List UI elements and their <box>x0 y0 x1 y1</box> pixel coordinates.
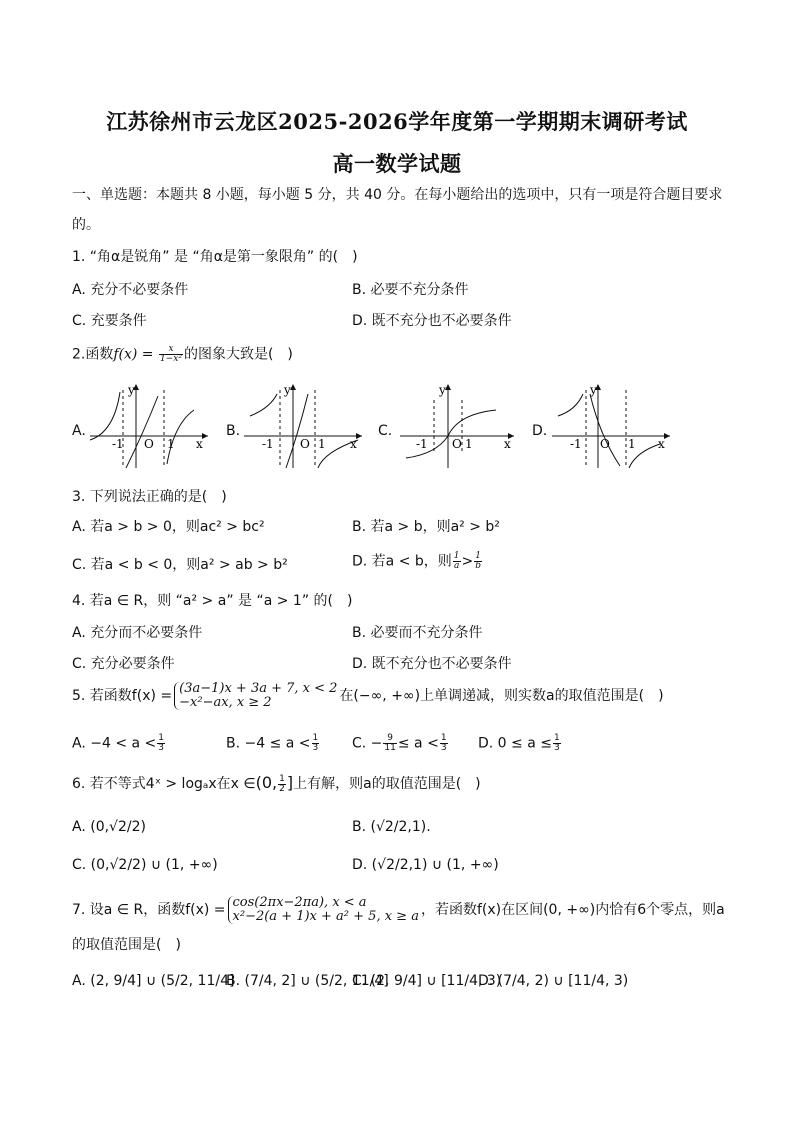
q2-label-c: C. <box>378 423 393 439</box>
q2-label-b: B. <box>226 423 241 439</box>
q4-stem: 4. 若a ∈ R，则 “a² > a” 是 “a > 1” 的( ) <box>72 593 353 609</box>
q1-option-b: B. 必要不充分条件 <box>352 282 469 298</box>
graph-a-origin: O <box>144 437 154 451</box>
graph-d-y: y <box>590 383 597 397</box>
q7-option-d: D. (7/4, 2) ∪ [11/4, 3) <box>478 973 629 989</box>
graph-c-neg1: -1 <box>416 437 428 451</box>
graph-d-x: x <box>658 437 665 451</box>
q5-stem: 5. 若函数f(x) = (3a−1)x + 3a + 7, x < 2 −x²−ax, x ≥ 2 在(−∞, +∞)上单调递减，则实数a的取值范围是( ) <box>72 681 664 710</box>
graph-a-one: 1 <box>167 437 175 451</box>
q6-option-b: B. (√2/2,1). <box>352 819 431 835</box>
exam-title: 江苏徐州市云龙区2025-2026学年度第一学期期末调研考试 <box>106 109 688 134</box>
q7-stem-cont: 的取值范围是( ) <box>72 937 181 953</box>
q7-option-a: A. (2, 9/4] ∪ (5/2, 11/4] <box>72 973 235 989</box>
graph-a-x: x <box>196 437 203 451</box>
q5-option-d: D. 0 ≤ a ≤ $\frac{1}{3}$ <box>478 733 560 753</box>
q2-graph-d <box>548 380 678 470</box>
q6-option-c: C. (0,√2/2) ∪ (1, +∞) <box>72 857 218 873</box>
graph-c-x: x <box>504 437 511 451</box>
q2-label-a: A. <box>72 423 86 439</box>
q3-option-b: B. 若a > b，则a² > b² <box>352 519 500 535</box>
graph-c-y: y <box>439 383 446 397</box>
q5-option-c: C. − $\frac{9}{11}$ ≤ a < $\frac{1}{3}$ <box>352 733 447 753</box>
q3-stem: 3. 下列说法正确的是( ) <box>72 489 227 505</box>
q1-option-a: A. 充分不必要条件 <box>72 282 189 298</box>
q1-option-c: C. 充要条件 <box>72 313 147 329</box>
graph-b-y: y <box>284 383 291 397</box>
graph-b-origin: O <box>300 437 310 451</box>
graph-b-one: 1 <box>318 437 326 451</box>
q6-option-d: D. (√2/2,1) ∪ (1, +∞) <box>352 857 499 873</box>
q4-option-d: D. 既不充分也不必要条件 <box>352 656 512 672</box>
q3-option-c: C. 若a < b < 0，则a² > ab > b² <box>72 557 288 573</box>
graph-a-y: y <box>128 383 135 397</box>
q6-stem: 6. 若不等式4ˣ > logₐx在x ∈(0, $\frac{1}{2}$ ]上有解，则a的取值范围是( ) <box>72 773 481 794</box>
q2-stem: 2.函数f(x) = $\frac{x}{\text{1−x²}}$ 的图象大致是( ) <box>72 344 293 364</box>
q6-option-a: A. (0,√2/2) <box>72 819 146 835</box>
q2-graph-a <box>86 380 216 470</box>
q3-option-d: D. 若a < b，则 $\frac{1}{a}$ > $\frac{1}{b}$ <box>352 551 482 571</box>
graph-b-neg1: -1 <box>262 437 274 451</box>
exam-subtitle: 高一数学试题 <box>332 151 462 176</box>
graph-b-x: x <box>350 437 357 451</box>
q4-option-a: A. 充分而不必要条件 <box>72 625 203 641</box>
section-heading-cont: 的。 <box>72 217 100 233</box>
q3-option-a: A. 若a > b > 0，则ac² > bc² <box>72 519 265 535</box>
graph-c-origin: O <box>452 437 462 451</box>
q4-option-c: C. 充分必要条件 <box>72 656 175 672</box>
graph-c-one: 1 <box>465 437 473 451</box>
q2-graph-b <box>240 380 370 470</box>
q1-option-d: D. 既不充分也不必要条件 <box>352 313 512 329</box>
q7-option-c: C. (2, 9/4] ∪ [11/4, 3) <box>352 973 502 989</box>
q5-option-b: B. −4 ≤ a < $\frac{1}{3}$ <box>226 733 319 753</box>
q7-option-b: B. (7/4, 2] ∪ (5/2, 11/4] <box>226 973 389 989</box>
q2-graph-c <box>396 380 521 470</box>
q5-option-a: A. −4 < a < $\frac{1}{3}$ <box>72 733 164 753</box>
graph-d-origin: O <box>600 437 610 451</box>
graph-a-neg1: -1 <box>112 437 124 451</box>
section-heading: 一、单选题：本题共 8 小题，每小题 5 分，共 40 分。在每小题给出的选项中，只有一项是符合题目要求 <box>72 187 723 203</box>
graph-d-neg1: -1 <box>570 437 582 451</box>
q7-stem: 7. 设a ∈ R，函数f(x) = cos(2πx−2πa), x < a x²−2(a + 1)x + a² + 5, x ≥ a ，若函数f(x)在区间(0, +∞)内恰有6个零点，则a <box>72 895 725 924</box>
q4-option-b: B. 必要而不充分条件 <box>352 625 483 641</box>
q2-label-d: D. <box>532 423 548 439</box>
q1-stem: 1. “角α是锐角” 是 “角α是第一象限角” 的( ) <box>72 249 358 265</box>
graph-d-one: 1 <box>628 437 636 451</box>
